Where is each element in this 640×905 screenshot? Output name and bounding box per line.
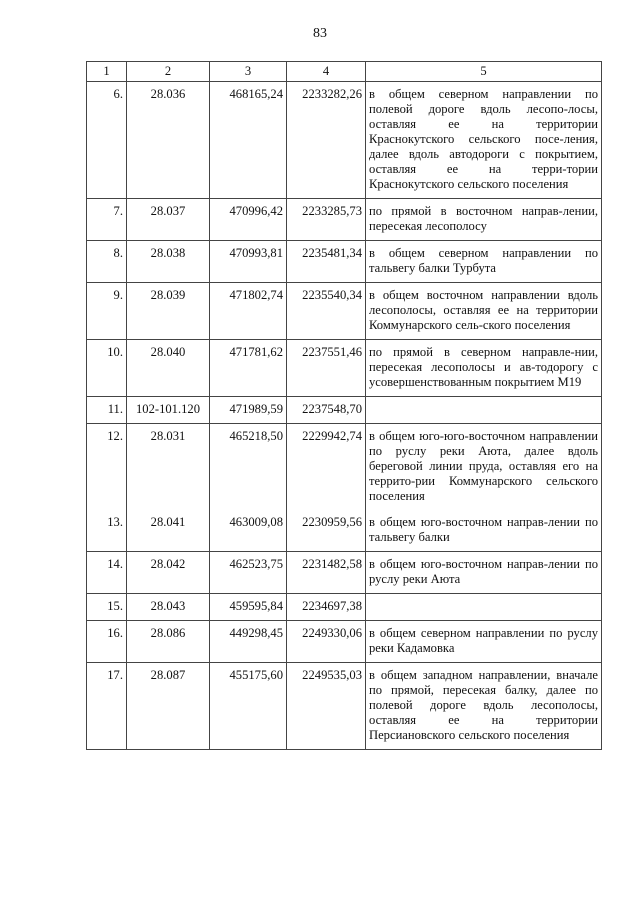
point-id: 28.039 [127,283,210,340]
coord-x: 468165,24 [210,82,287,199]
point-id: 28.037 [127,199,210,241]
coord-x: 449298,45 [210,621,287,663]
boundary-description [366,594,602,621]
row-number: 12. [87,424,127,511]
coord-x: 470993,81 [210,241,287,283]
point-id: 28.036 [127,82,210,199]
coord-y: 2229942,74 [287,424,366,511]
point-id: 28.038 [127,241,210,283]
boundary-description: в общем юго-восточном направ-лении по тальвегу балки [366,510,602,552]
header-cell: 5 [366,62,602,82]
point-id: 28.042 [127,552,210,594]
boundary-description: в общем северном направлении по полевой дороге вдоль лесопо-лосы, оставляя ее на территории Краснокутского сельского посе-ления, далее вдоль автодороги с покрытием, оставляя ее на терри-тории Краснокутского сельского поселения [366,82,602,199]
table-row [87,552,602,594]
coord-y: 2237548,70 [287,397,366,424]
boundary-description: в общем северном направлении по тальвегу балки Турбута [366,241,602,283]
point-id: 28.086 [127,621,210,663]
point-id: 28.041 [127,510,210,552]
row-number: 9. [87,283,127,340]
coord-x: 471781,62 [210,340,287,397]
point-id: 28.043 [127,594,210,621]
coord-y: 2249330,06 [287,621,366,663]
coord-x: 471989,59 [210,397,287,424]
boundary-description: в общем юго-юго-восточном направлении по руслу реки Аюта, далее вдоль береговой линии пруда, оставляя его на террито-рии Коммунарского сельского поселения [366,424,602,511]
coord-x: 459595,84 [210,594,287,621]
row-number: 14. [87,552,127,594]
boundary-description: в общем восточном направлении вдоль лесополосы, оставляя ее на территории Коммунарского сель-ского поселения [366,283,602,340]
boundary-description: по прямой в северном направле-нии, пересекая лесополосы и ав-тодорогу с усовершенствованным покрытием М19 [366,340,602,397]
coord-x: 465218,50 [210,424,287,511]
point-id: 28.040 [127,340,210,397]
table-row [87,340,602,397]
coord-y: 2234697,38 [287,594,366,621]
row-number: 15. [87,594,127,621]
point-id: 28.087 [127,663,210,750]
boundary-description: в общем западном направлении, вначале по прямой, пересекая балку, далее по полевой дороге вдоль лесополосы, оставляя ее на территории Персиановского сельского поселения [366,663,602,750]
table-row [87,424,602,511]
coord-x: 471802,74 [210,283,287,340]
coord-x: 462523,75 [210,552,287,594]
table-row [87,397,602,424]
row-number: 11. [87,397,127,424]
boundary-table [86,61,602,750]
boundary-description: в общем юго-восточном направ-лении по руслу реки Аюта [366,552,602,594]
row-number: 13. [87,510,127,552]
coord-y: 2235481,34 [287,241,366,283]
row-number: 16. [87,621,127,663]
table-row [87,663,602,750]
coord-y: 2230959,56 [287,510,366,552]
boundary-description: в общем северном направлении по руслу реки Кадамовка [366,621,602,663]
coord-x: 470996,42 [210,199,287,241]
coord-x: 455175,60 [210,663,287,750]
boundary-description: по прямой в восточном направ-лении, пересекая лесополосу [366,199,602,241]
table-row [87,241,602,283]
coord-y: 2235540,34 [287,283,366,340]
header-cell: 3 [210,62,287,82]
table-header-row [87,62,602,82]
row-number: 17. [87,663,127,750]
header-cell: 1 [87,62,127,82]
table-row [87,621,602,663]
coord-y: 2233282,26 [287,82,366,199]
point-id: 28.031 [127,424,210,511]
row-number: 8. [87,241,127,283]
table-row [87,82,602,199]
coord-x: 463009,08 [210,510,287,552]
table-row [87,594,602,621]
coord-y: 2233285,73 [287,199,366,241]
coord-y: 2231482,58 [287,552,366,594]
row-number: 6. [87,82,127,199]
boundary-description [366,397,602,424]
row-number: 10. [87,340,127,397]
point-id: 102-101.120 [127,397,210,424]
coord-y: 2249535,03 [287,663,366,750]
header-cell: 4 [287,62,366,82]
table-row [87,510,602,552]
row-number: 7. [87,199,127,241]
coord-y: 2237551,46 [287,340,366,397]
header-cell: 2 [127,62,210,82]
table-row [87,199,602,241]
table-row [87,283,602,340]
page-number: 83 [313,26,327,41]
